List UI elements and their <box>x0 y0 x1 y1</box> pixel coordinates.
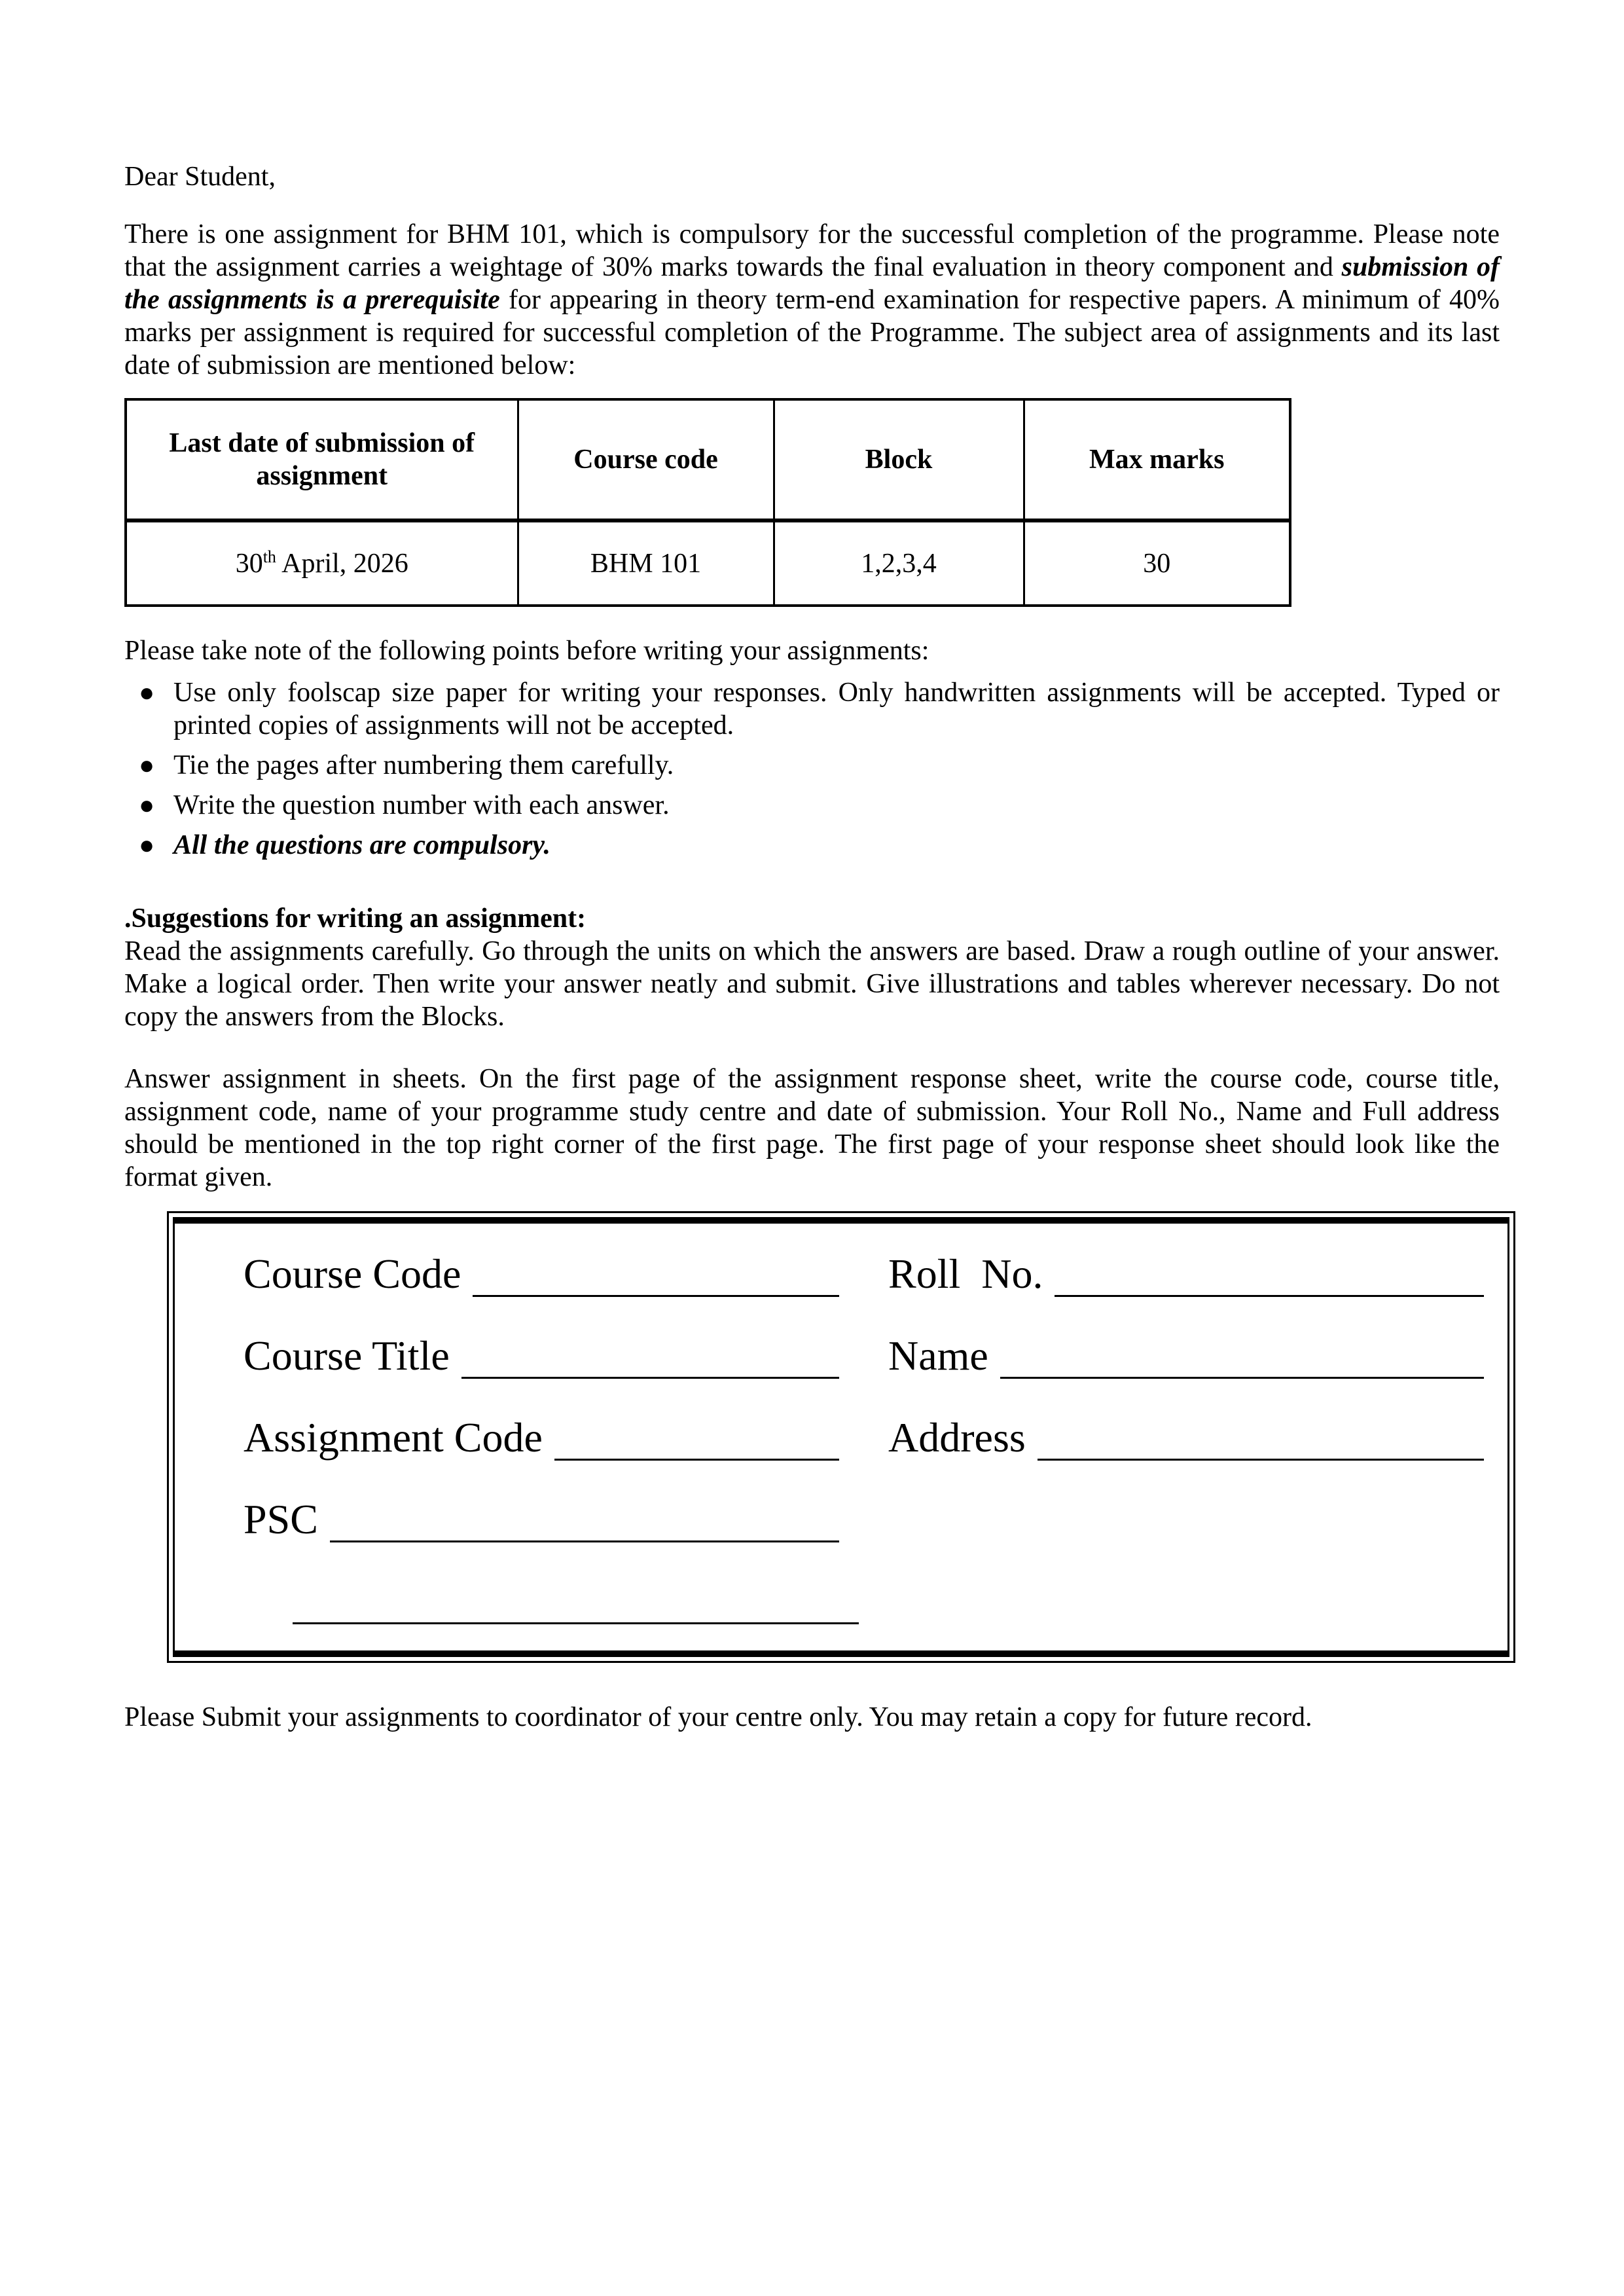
intro-text-1: There is one assignment for BHM 101, which is compulsory for the successful completion of the programme. Please note that the assignment carries a weightage of 30% marks towards the final evaluation in theory component and <box>124 219 1500 282</box>
table-header-row <box>126 399 1290 520</box>
response-sheet-format-inner <box>173 1217 1509 1657</box>
intro-text-2: for appearing in theory term-end examination for respective papers. A minimum of 40% marks per assignment is required for successful completion of the Programme. The subject area of assignments and its last date of submission are mentioned below: <box>124 285 1500 380</box>
intro-emphasis-text: submission of the assignments is a prerequisite <box>124 252 1500 315</box>
bullet-icon: ● <box>139 678 155 707</box>
cell-max-marks: 30 <box>1024 520 1290 606</box>
date-day: 30 <box>235 548 263 579</box>
address-label: Address <box>888 1414 1026 1461</box>
form-row-assignment-code-address <box>244 1415 1488 1461</box>
table-data-row <box>126 520 1290 606</box>
form-row-extra-line <box>244 1578 1488 1624</box>
form-field-name <box>888 1333 1484 1379</box>
point-text: Use only foolscap size paper for writing your responses. Only handwritten assignments will be accepted. Typed or printed copies of assignments will not be accepted. <box>173 678 1500 740</box>
bullet-icon: ● <box>139 830 155 860</box>
psc-label: PSC <box>244 1496 318 1542</box>
form-field-course-title <box>244 1333 888 1379</box>
assignment-code-blank-line <box>554 1420 839 1461</box>
course-code-label: Course Code <box>244 1250 461 1297</box>
psc-blank-line <box>330 1502 839 1542</box>
name-blank-line <box>1000 1338 1484 1379</box>
roll-no-blank-line <box>1055 1256 1484 1297</box>
point-text: Tie the pages after numbering them carefully. <box>173 750 674 780</box>
cell-block: 1,2,3,4 <box>774 520 1024 606</box>
form-field-roll-no <box>888 1251 1484 1297</box>
assignment-code-label: Assignment Code <box>244 1414 543 1461</box>
form-row-psc <box>244 1497 1488 1542</box>
form-row-course-code-roll-no <box>244 1251 1488 1297</box>
date-ordinal: th <box>262 547 276 566</box>
roll-no-label: Roll No. <box>888 1250 1043 1297</box>
form-field-course-code <box>244 1251 888 1297</box>
bullet-icon: ● <box>139 750 155 780</box>
salutation: Dear Student, <box>124 162 276 192</box>
cell-course-code: BHM 101 <box>518 520 774 606</box>
bullet-icon: ● <box>139 790 155 820</box>
name-label: Name <box>888 1332 988 1379</box>
date-rest: April, 2026 <box>276 548 408 579</box>
form-field-address <box>888 1415 1484 1461</box>
assignment-schedule-table <box>124 398 1291 607</box>
form-row-course-title-name <box>244 1333 1488 1379</box>
header-block: Block <box>774 399 1024 520</box>
submission-footer-note: Please Submit your assignments to coordinator of your centre only. You may retain a copy for future record. <box>124 1702 1312 1732</box>
suggestions-paragraph: Read the assignments carefully. Go through the units on which the answers are based. Draw a rough outline of your answer. Make a logical order. Then write your answer neatly and submit. Give illustrations and tables wherever necessary. Do not copy the answers from the Blocks. <box>124 936 1500 1032</box>
intro-paragraph <box>124 218 1500 382</box>
header-course-code: Course code <box>518 399 774 520</box>
course-title-label: Course Title <box>244 1332 450 1379</box>
header-max-marks: Max marks <box>1024 399 1290 520</box>
cell-last-date <box>126 520 518 606</box>
point-item-tie-pages <box>124 749 1500 782</box>
answer-sheet-paragraph: Answer assignment in sheets. On the first page of the assignment response sheet, write the course code, course title, assignment code, name of your programme study centre and date of submission. Your Roll No., Name and Full address should be mentioned in the top right corner of the first page. The first page of your response sheet should look like the format given. <box>124 1064 1500 1192</box>
suggestions-heading: .Suggestions for writing an assignment: <box>124 903 586 934</box>
header-last-date: Last date of submission of assignment <box>126 399 518 520</box>
course-title-blank-line <box>461 1338 839 1379</box>
point-item-foolscap <box>124 676 1500 742</box>
points-heading: Please take note of the following points before writing your assignments: <box>124 636 929 666</box>
extra-blank-line <box>293 1584 859 1624</box>
point-item-compulsory <box>124 829 1500 862</box>
points-list <box>124 676 1500 862</box>
form-field-psc <box>244 1497 888 1542</box>
point-item-question-number <box>124 789 1500 822</box>
response-sheet-format-box <box>167 1211 1515 1663</box>
point-text: Write the question number with each answer. <box>173 790 670 820</box>
form-field-assignment-code <box>244 1415 888 1461</box>
address-blank-line <box>1038 1420 1484 1461</box>
course-code-blank-line <box>473 1256 839 1297</box>
point-text: All the questions are compulsory. <box>173 830 551 860</box>
